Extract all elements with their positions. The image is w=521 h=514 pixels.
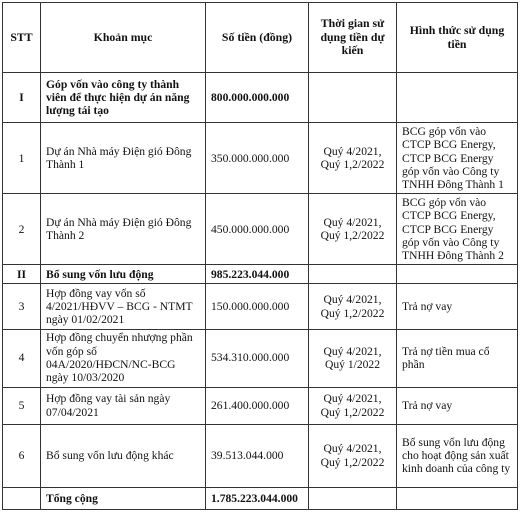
row-form: BCG góp vốn vào CTCP BCG Energy, CTCP BCG Energy góp vốn vào Công ty TNHH Đông Thành 2 <box>397 194 518 265</box>
table-row <box>3 194 518 265</box>
table-row <box>3 284 518 329</box>
total-label: Tổng cộng <box>41 487 206 509</box>
header-stt: STT <box>3 3 41 73</box>
header-row <box>3 3 518 73</box>
total-amount: 1.785.223.044.000 <box>206 487 309 509</box>
table-row <box>3 73 518 123</box>
row-amount: 985.223.044.000 <box>206 265 309 284</box>
header-time: Thời gian sử dụng tiền dự kiến <box>309 3 397 73</box>
row-item: Dự án Nhà máy Điện gió Đông Thành 1 <box>41 123 206 194</box>
row-stt: 1 <box>3 123 41 194</box>
row-item: Hợp đồng vay vốn số 4/2021/HĐVV – BCG - NTMT ngày 01/02/2021 <box>41 284 206 329</box>
row-item: Góp vốn vào công ty thành viên để thực hiện dự án năng lượng tái tạo <box>41 73 206 123</box>
row-form <box>397 265 518 284</box>
row-stt: I <box>3 73 41 123</box>
row-stt: 5 <box>3 387 41 424</box>
table-row <box>3 387 518 424</box>
table-row <box>3 265 518 284</box>
row-item: Hợp đồng vay tài sản ngày 07/04/2021 <box>41 387 206 424</box>
total-form <box>397 487 518 509</box>
table-row <box>3 329 518 387</box>
total-stt <box>3 487 41 509</box>
row-amount: 450.000.000.000 <box>206 194 309 265</box>
row-amount: 350.000.000.000 <box>206 123 309 194</box>
row-amount: 534.310.000.000 <box>206 329 309 387</box>
total-time <box>309 487 397 509</box>
row-item: Hợp đồng chuyển nhượng phần vốn góp số 04A/2020/HĐCN/NC-BCG ngày 10/03/2020 <box>41 329 206 387</box>
header-item: Khoản mục <box>41 3 206 73</box>
total-row <box>3 487 518 509</box>
row-stt: 4 <box>3 329 41 387</box>
row-form: Trả nợ tiền mua cổ phần <box>397 329 518 387</box>
row-stt: 6 <box>3 424 41 487</box>
row-stt: 3 <box>3 284 41 329</box>
row-time: Quý 4/2021, Quý 1,2/2022 <box>309 123 397 194</box>
row-item: Bổ sung vốn lưu động khác <box>41 424 206 487</box>
row-form: BCG góp vốn vào CTCP BCG Energy, CTCP BCG Energy góp vốn vào Công ty TNHH Đông Thành 1 <box>397 123 518 194</box>
row-item: Bổ sung vốn lưu động <box>41 265 206 284</box>
header-form: Hình thức sử dụng tiền <box>397 3 518 73</box>
row-stt: II <box>3 265 41 284</box>
table-row <box>3 424 518 487</box>
capital-use-table <box>2 2 518 510</box>
row-amount: 150.000.000.000 <box>206 284 309 329</box>
row-amount: 800.000.000.000 <box>206 73 309 123</box>
row-item: Dự án Nhà máy Điện gió Đông Thành 2 <box>41 194 206 265</box>
row-form <box>397 73 518 123</box>
row-time: Quý 4/2021, Quý 1,2/2022 <box>309 387 397 424</box>
row-time <box>309 265 397 284</box>
row-time: Quý 4/2021, Quý 1/2022 <box>309 329 397 387</box>
row-amount: 39.513.044.000 <box>206 424 309 487</box>
row-time: Quý 4/2021, Quý 1,2/2022 <box>309 194 397 265</box>
row-form: Trả nợ vay <box>397 284 518 329</box>
row-time <box>309 73 397 123</box>
row-amount: 261.400.000.000 <box>206 387 309 424</box>
row-form: Bổ sung vốn lưu động cho hoạt động sản xuất kinh doanh của công ty <box>397 424 518 487</box>
header-amount: Số tiền (đồng) <box>206 3 309 73</box>
row-form: Trả nợ vay <box>397 387 518 424</box>
row-stt: 2 <box>3 194 41 265</box>
row-time: Quý 4/2021, Quý 1,2/2022 <box>309 424 397 487</box>
table-row <box>3 123 518 194</box>
row-time: Quý 4/2021, Quý 1,2/2022 <box>309 284 397 329</box>
